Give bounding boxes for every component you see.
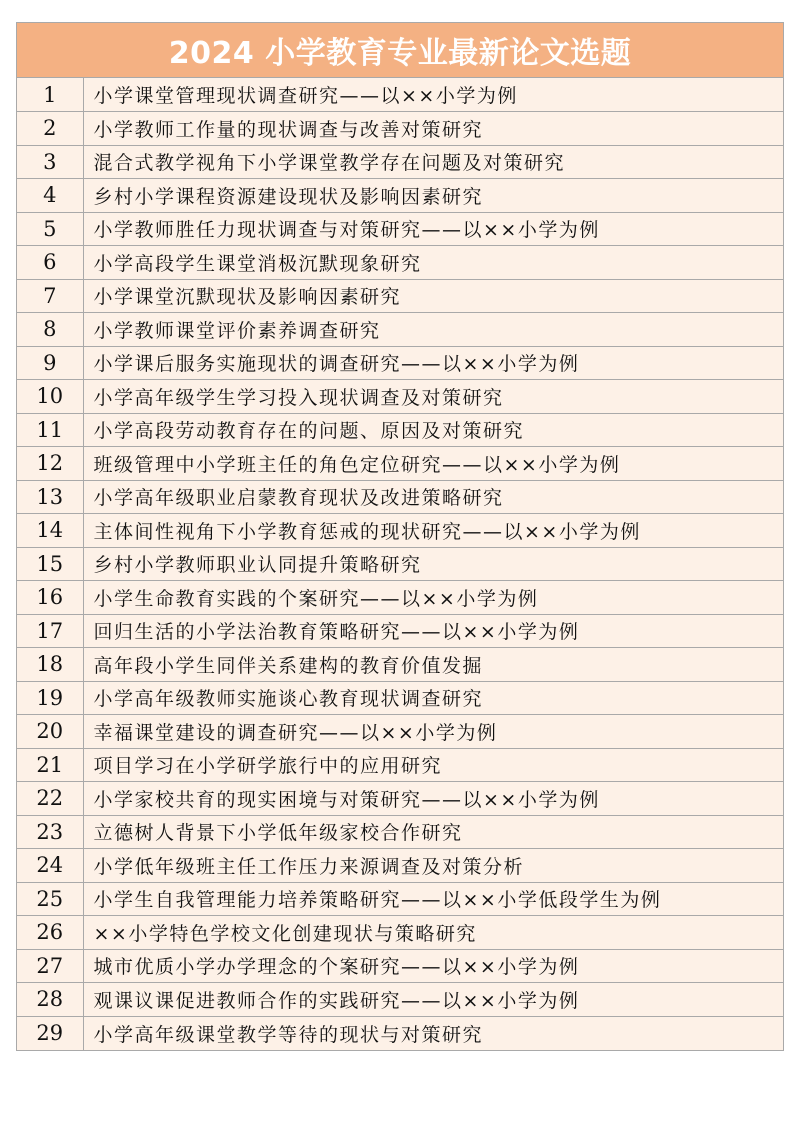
- table-row: [17, 413, 783, 447]
- topic-title: ××小学特色学校文化创建现状与策略研究: [83, 916, 783, 950]
- table-row: [17, 447, 783, 481]
- topic-title: 小学生命教育实践的个案研究——以××小学为例: [83, 581, 783, 615]
- row-number: 13: [17, 480, 83, 514]
- table-row: [17, 715, 783, 749]
- row-number: 20: [17, 715, 83, 749]
- topic-title: 回归生活的小学法治教育策略研究——以××小学为例: [83, 614, 783, 648]
- table-row: [17, 882, 783, 916]
- table-row: [17, 145, 783, 179]
- page-title: 2024 小学教育专业最新论文选题: [17, 23, 783, 78]
- topic-title: 混合式教学视角下小学课堂教学存在问题及对策研究: [83, 145, 783, 179]
- row-number: 3: [17, 145, 83, 179]
- row-number: 16: [17, 581, 83, 615]
- topic-title: 乡村小学课程资源建设现状及影响因素研究: [83, 179, 783, 213]
- topic-title: 幸福课堂建设的调查研究——以××小学为例: [83, 715, 783, 749]
- table-row: [17, 547, 783, 581]
- topic-title: 小学教师胜任力现状调查与对策研究——以××小学为例: [83, 212, 783, 246]
- row-number: 7: [17, 279, 83, 313]
- topic-title: 小学高段劳动教育存在的问题、原因及对策研究: [83, 413, 783, 447]
- row-number: 25: [17, 882, 83, 916]
- topic-title: 项目学习在小学研学旅行中的应用研究: [83, 748, 783, 782]
- table-row: [17, 78, 783, 112]
- table-row: [17, 748, 783, 782]
- table-row: [17, 581, 783, 615]
- topic-title: 小学高段学生课堂消极沉默现象研究: [83, 246, 783, 280]
- row-number: 26: [17, 916, 83, 950]
- topic-title: 小学高年级教师实施谈心教育现状调查研究: [83, 681, 783, 715]
- row-number: 8: [17, 313, 83, 347]
- row-number: 11: [17, 413, 83, 447]
- row-number: 27: [17, 949, 83, 983]
- row-number: 18: [17, 648, 83, 682]
- row-number: 29: [17, 1016, 83, 1050]
- topic-title: 观课议课促进教师合作的实践研究——以××小学为例: [83, 983, 783, 1017]
- table-row: [17, 313, 783, 347]
- table-row: [17, 815, 783, 849]
- table-row: [17, 212, 783, 246]
- topic-title: 主体间性视角下小学教育惩戒的现状研究——以××小学为例: [83, 514, 783, 548]
- row-number: 19: [17, 681, 83, 715]
- topic-title: 小学教师工作量的现状调查与改善对策研究: [83, 112, 783, 146]
- table-row: [17, 246, 783, 280]
- topic-title: 高年段小学生同伴关系建构的教育价值发掘: [83, 648, 783, 682]
- table-row: [17, 480, 783, 514]
- row-number: 6: [17, 246, 83, 280]
- row-number: 24: [17, 849, 83, 883]
- topic-title: 城市优质小学办学理念的个案研究——以××小学为例: [83, 949, 783, 983]
- row-number: 10: [17, 380, 83, 414]
- row-number: 2: [17, 112, 83, 146]
- table-row: [17, 983, 783, 1017]
- row-number: 23: [17, 815, 83, 849]
- topic-title: 小学课堂管理现状调查研究——以××小学为例: [83, 78, 783, 112]
- topic-title: 乡村小学教师职业认同提升策略研究: [83, 547, 783, 581]
- row-number: 4: [17, 179, 83, 213]
- table-row: [17, 614, 783, 648]
- topic-title: 班级管理中小学班主任的角色定位研究——以××小学为例: [83, 447, 783, 481]
- row-number: 12: [17, 447, 83, 481]
- row-number: 21: [17, 748, 83, 782]
- topic-title: 小学高年级课堂教学等待的现状与对策研究: [93, 1023, 484, 1046]
- topic-table-sheet: [16, 22, 784, 1051]
- table-row: [17, 648, 783, 682]
- row-number: 15: [17, 547, 83, 581]
- table-row: [17, 849, 783, 883]
- table-row: [17, 112, 783, 146]
- topic-title: 小学生自我管理能力培养策略研究——以××小学低段学生为例: [83, 882, 783, 916]
- row-number: 14: [17, 514, 83, 548]
- table-row: [17, 782, 783, 816]
- table-row: [17, 916, 783, 950]
- topic-title: 小学课后服务实施现状的调查研究——以××小学为例: [83, 346, 783, 380]
- row-number: 9: [17, 346, 83, 380]
- row-number: 1: [17, 78, 83, 112]
- table-row: [17, 279, 783, 313]
- topic-title: 小学家校共育的现实困境与对策研究——以××小学为例: [83, 782, 783, 816]
- row-number: 5: [17, 212, 83, 246]
- topic-title: 小学高年级职业启蒙教育现状及改进策略研究: [83, 480, 783, 514]
- table-row: [17, 1016, 783, 1050]
- table-row: [17, 179, 783, 213]
- topic-table-body: [17, 78, 783, 1050]
- table-row: [17, 514, 783, 548]
- topic-title: 小学高年级学生学习投入现状调查及对策研究: [83, 380, 783, 414]
- table-row: [17, 380, 783, 414]
- topic-title: 小学教师课堂评价素养调查研究: [83, 313, 783, 347]
- topic-title: 立德树人背景下小学低年级家校合作研究: [83, 815, 783, 849]
- table-row: [17, 681, 783, 715]
- topic-title: 小学低年级班主任工作压力来源调查及对策分析: [83, 849, 783, 883]
- topic-title: 小学课堂沉默现状及影响因素研究: [83, 279, 783, 313]
- row-number: 17: [17, 614, 83, 648]
- topic-table: [17, 78, 783, 1050]
- row-number: 28: [17, 983, 83, 1017]
- table-row: [17, 949, 783, 983]
- row-number: 22: [17, 782, 83, 816]
- table-row: [17, 346, 783, 380]
